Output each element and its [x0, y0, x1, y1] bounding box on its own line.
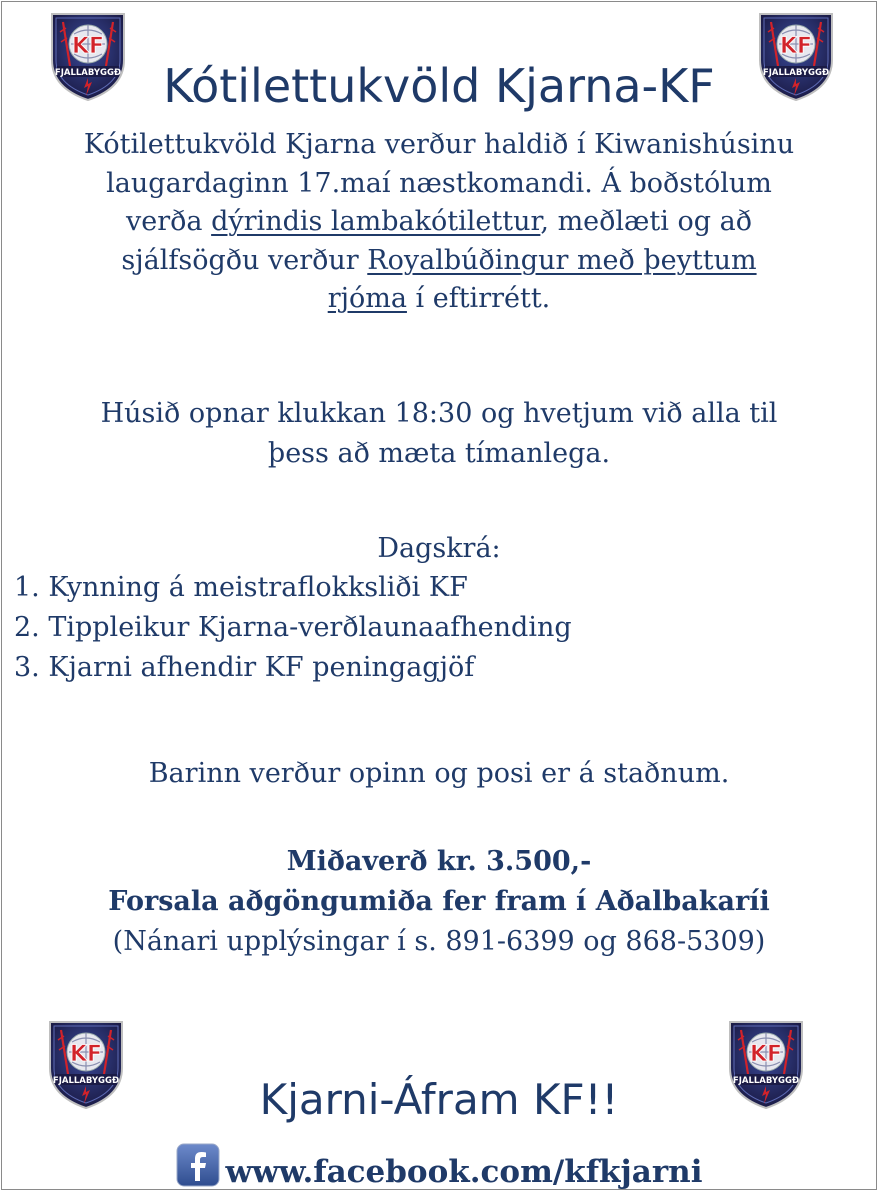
- presale-info: Forsala aðgöngumiða fer fram í Aðalbakaríi: [108, 886, 770, 917]
- intro-line: Kótilettukvöld Kjarna verður haldið í Kiwanishúsinu: [83, 129, 795, 160]
- hours-line: þess að mæta tímanlega.: [267, 438, 611, 469]
- bar-info: Barinn verður opinn og posi er á staðnum.: [148, 758, 730, 789]
- contact-info: (Nánari upplýsingar í s. 891-6399 og 868-5309): [112, 926, 766, 957]
- opening-hours: [2, 394, 876, 474]
- facebook-icon[interactable]: [176, 1143, 220, 1187]
- intro-line: sjálfsögðu verður Royalbúðingur með þeyttum: [121, 244, 757, 276]
- highlight-dessert: Royalbúðingur með þeyttum: [367, 244, 757, 276]
- page-title: Kótilettukvöld Kjarna-KF: [163, 59, 715, 113]
- list-item: 1. Kynning á meistraflokksliði KF: [14, 572, 468, 603]
- intro-line: laugardaginn 17.maí næstkomandi. Á boðstólum: [106, 167, 772, 199]
- agenda-list: [14, 568, 572, 688]
- facebook-url-link[interactable]: www.facebook.com/kfkjarni: [225, 1154, 703, 1190]
- intro-line: rjóma í eftirrétt.: [327, 283, 551, 314]
- ticket-price: Miðaverð kr. 3.500,-: [286, 846, 592, 877]
- intro-paragraph: [2, 126, 876, 319]
- poster: [1, 1, 877, 1190]
- highlight-lamb-chops: dýrindis lambakótilettur: [211, 206, 541, 237]
- intro-line: verða dýrindis lambakótilettur, meðlæti og að: [126, 206, 752, 237]
- list-item: 3. Kjarni afhendir KF peningagjöf: [14, 652, 475, 683]
- slogan: Kjarni-Áfram KF!!: [259, 1075, 619, 1124]
- hours-line: Húsið opnar klukkan 18:30 og hvetjum við alla til: [100, 398, 778, 429]
- agenda-heading: Dagskrá:: [377, 533, 501, 564]
- highlight-dessert-cont: rjóma: [327, 283, 407, 314]
- facebook-link-row[interactable]: [2, 1134, 876, 1196]
- ticket-info: [2, 842, 876, 962]
- list-item: 2. Tippleikur Kjarna-verðlaunaafhending: [14, 612, 572, 643]
